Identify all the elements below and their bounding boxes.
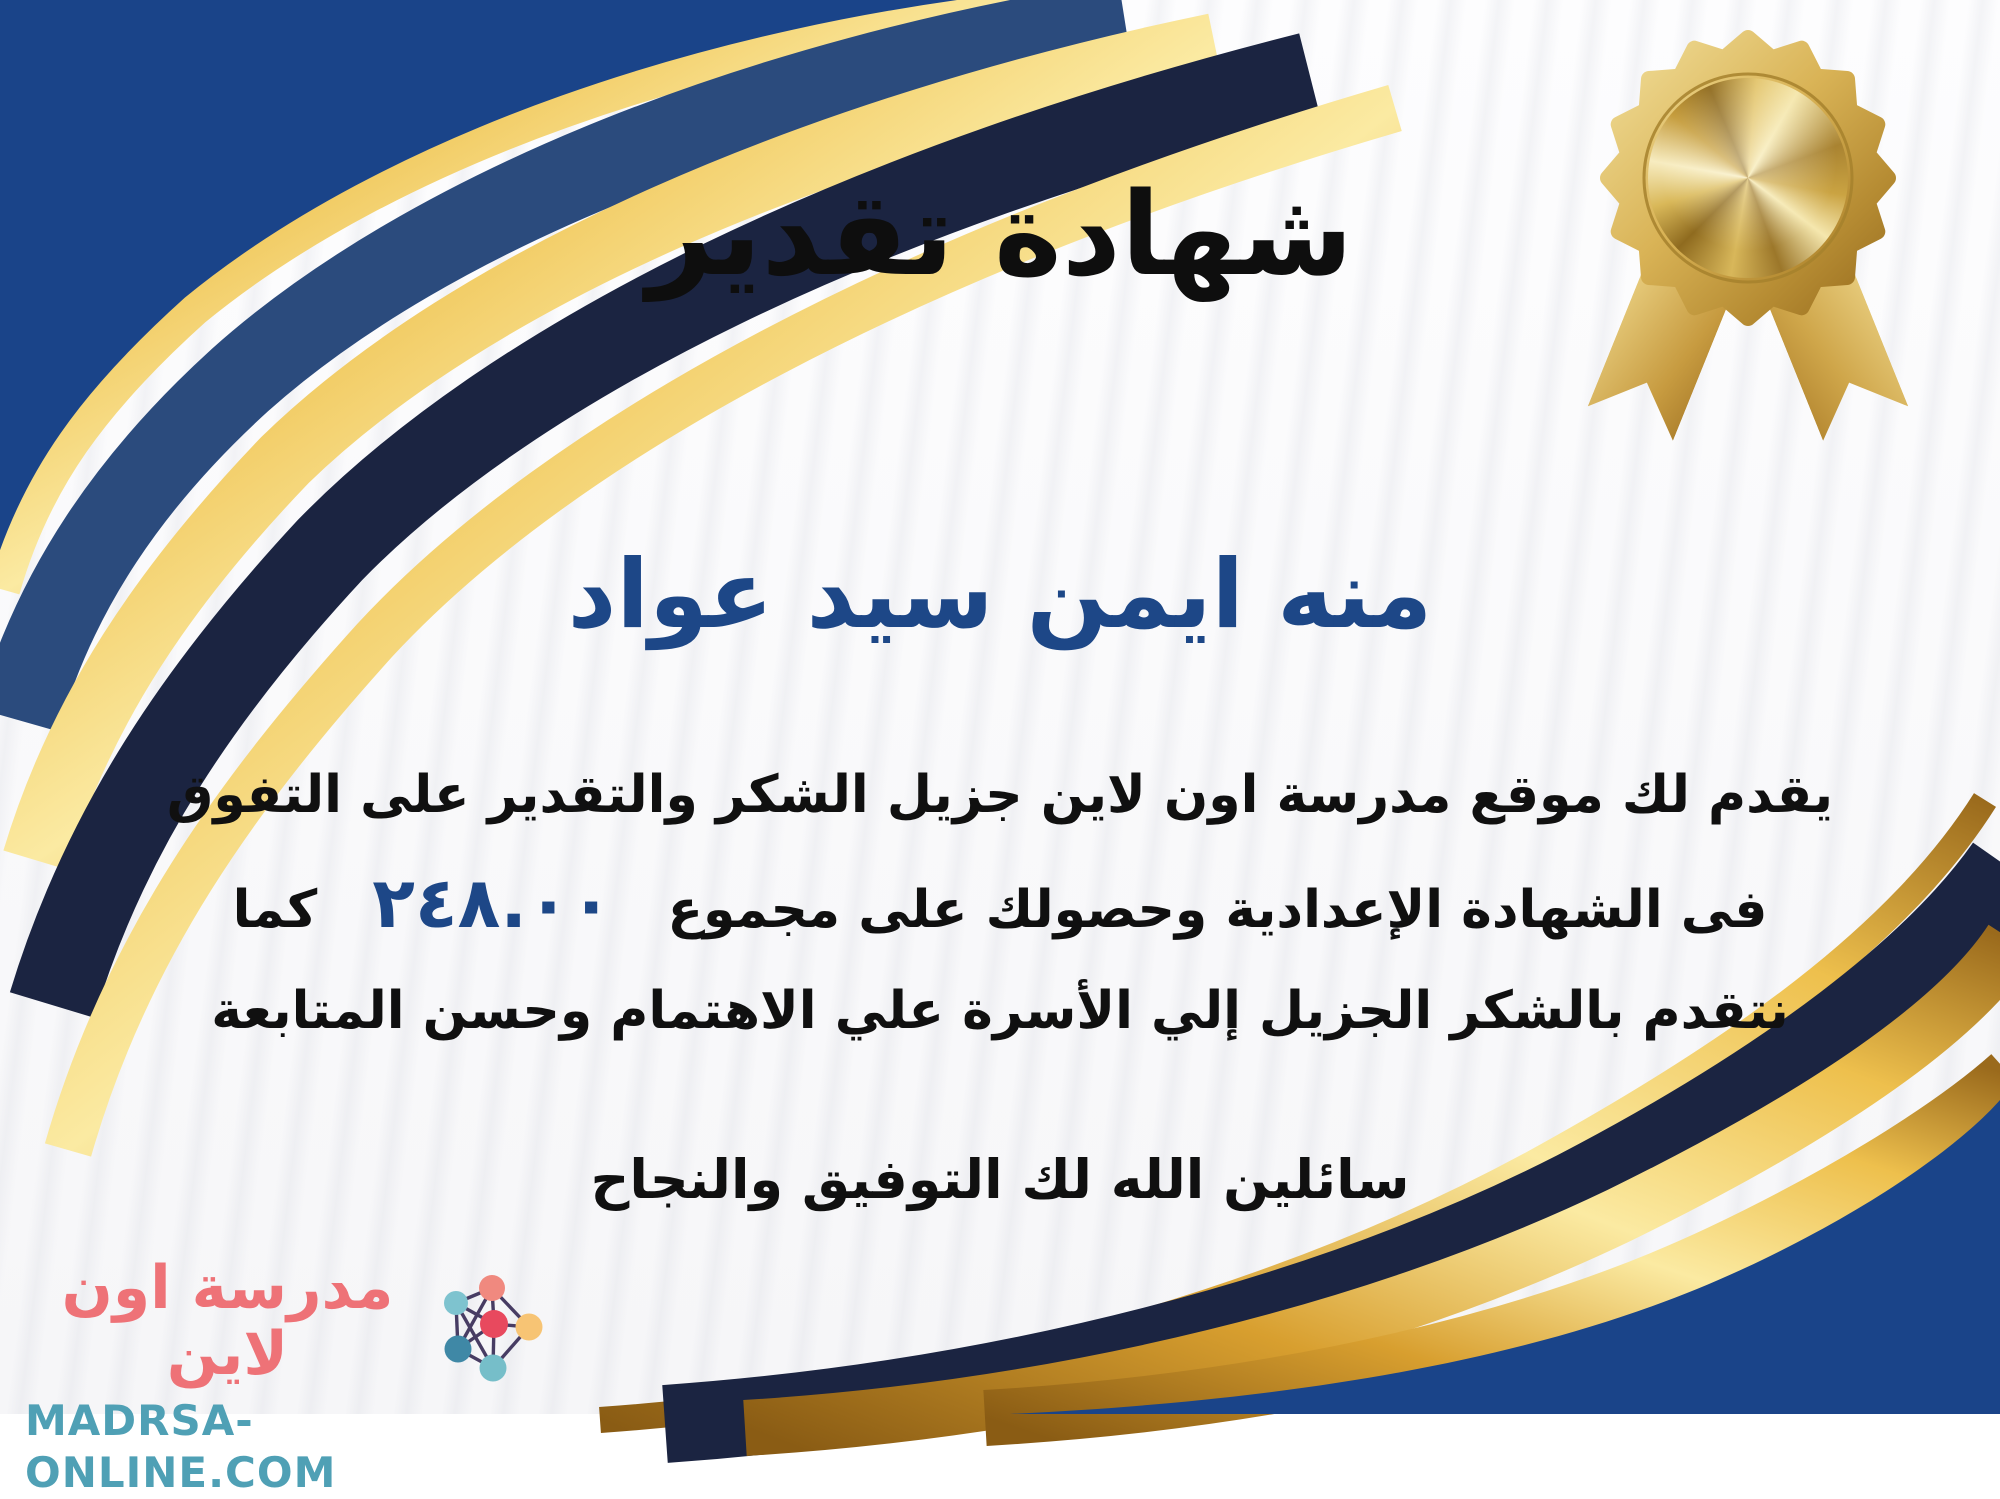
closing-line: سائلين الله لك التوفيق والنجاح [590, 1148, 1410, 1211]
medal-face [1648, 78, 1848, 278]
certificate-title: شهادة تقدير [646, 168, 1354, 302]
recipient-name: منه ايمن سيد عواد [567, 540, 1433, 650]
site-name-arabic: مدرسة اون لاين [61, 1253, 394, 1389]
body-line-1: يقدم لك موقع مدرسة اون لاين جزيل الشكر والتقدير على التفوق [166, 765, 1834, 825]
body-line-2-tail: كما [232, 880, 318, 940]
certificate-body [0, 741, 2000, 1065]
body-line-3: نتقدم بالشكر الجزيل إلي الأسرة علي الاهتمام وحسن المتابعة [211, 981, 1789, 1041]
gold-medal-rosette-icon [1598, 28, 1898, 418]
site-logo [25, 1255, 430, 1499]
body-line-2 [0, 849, 2000, 957]
body-line-2-text: فى الشهادة الإعدادية وحصولك على مجموع [667, 880, 1768, 940]
score-value: ٢٤٨.٠٠ [372, 862, 613, 944]
network-graph-icon [432, 1258, 557, 1388]
site-domain: MADRSA-ONLINE.COM [25, 1396, 337, 1497]
